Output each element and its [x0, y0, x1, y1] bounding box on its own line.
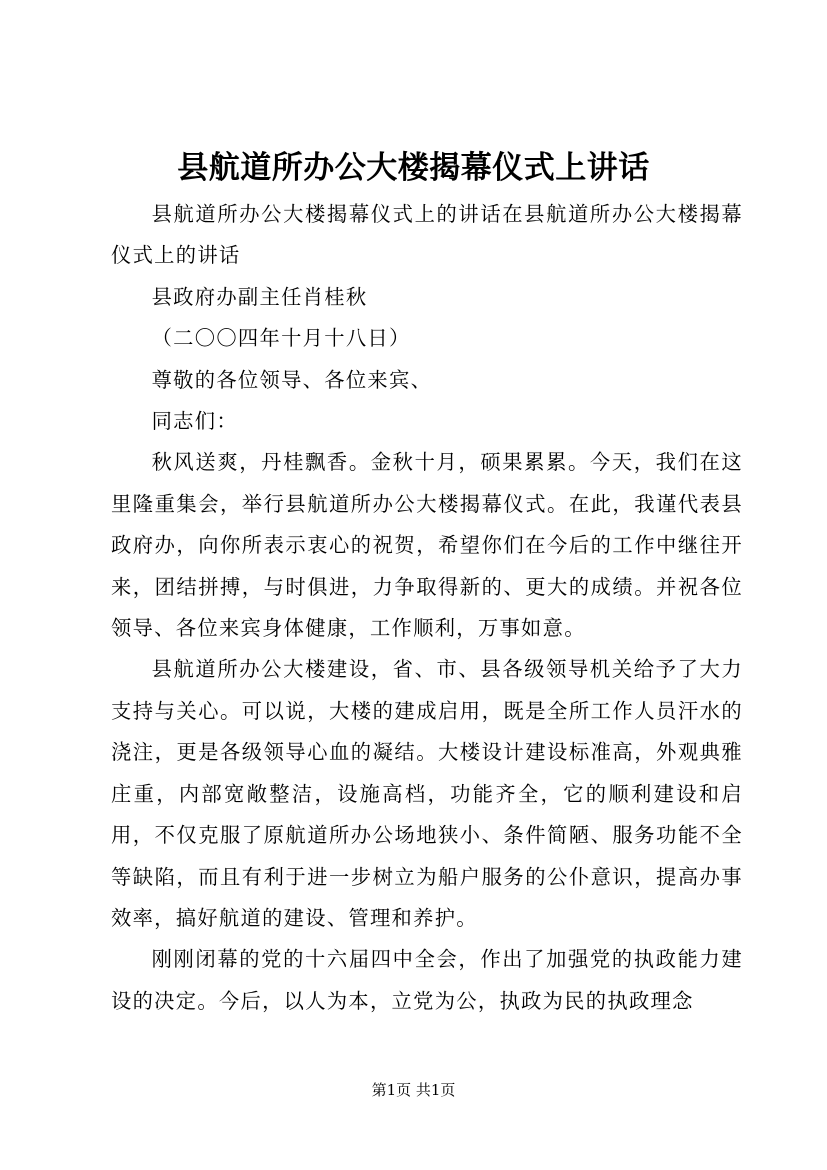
paragraph-body-3: 刚刚闭幕的党的十六届四中全会，作出了加强党的执政能力建设的决定。今后，以人为本，立党为公，执政为民的执政理念 — [111, 947, 743, 1013]
paragraph-body-1: 秋风送爽，丹桂飘香。金秋十月，硕果累累。今天，我们在这里隆重集会，举行县航道所办公大楼揭幕仪式。在此，我谨代表县政府办，向你所表示衷心的祝贺，希望你们在今后的工作中继往开来，团结拼搏，与时俱进，力争取得新的、更大的成绩。并祝各位领导、各位来宾身体健康，工作顺利，万事如意。 — [111, 450, 743, 641]
page-footer: 第1页 共1页 — [371, 1081, 456, 1099]
document-title: 县航道所办公大楼揭幕仪式上讲话 — [177, 150, 650, 186]
paragraph-subtitle: 县航道所办公大楼揭幕仪式上的讲话在县航道所办公大楼揭幕仪式上的讲话 — [111, 202, 743, 268]
paragraph-salutation: 尊敬的各位领导、各位来宾、 — [151, 367, 433, 392]
paragraph-date: （二〇〇四年十月十八日） — [151, 326, 411, 351]
paragraph-body-2: 县航道所办公大楼建设，省、市、县各级领导机关给予了大力支持与关心。可以说，大楼的建成启用，既是全所工作人员汗水的浇注，更是各级领导心血的凝结。大楼设计建设标准高，外观典雅庄重，内部宽敞整洁，设施高档，功能齐全，它的顺利建设和启用，不仅克服了原航道所办公场地狭小、条件简陋、服务功能不全等缺陷，而且有利于进一步树立为船户服务的公仆意识，提高办事效率，搞好航道的建设、管理和养护。 — [111, 657, 743, 930]
paragraph-comrades: 同志们： — [151, 409, 238, 434]
document-body — [111, 194, 743, 1022]
paragraph-speaker: 县政府办副主任肖桂秋 — [151, 284, 368, 309]
